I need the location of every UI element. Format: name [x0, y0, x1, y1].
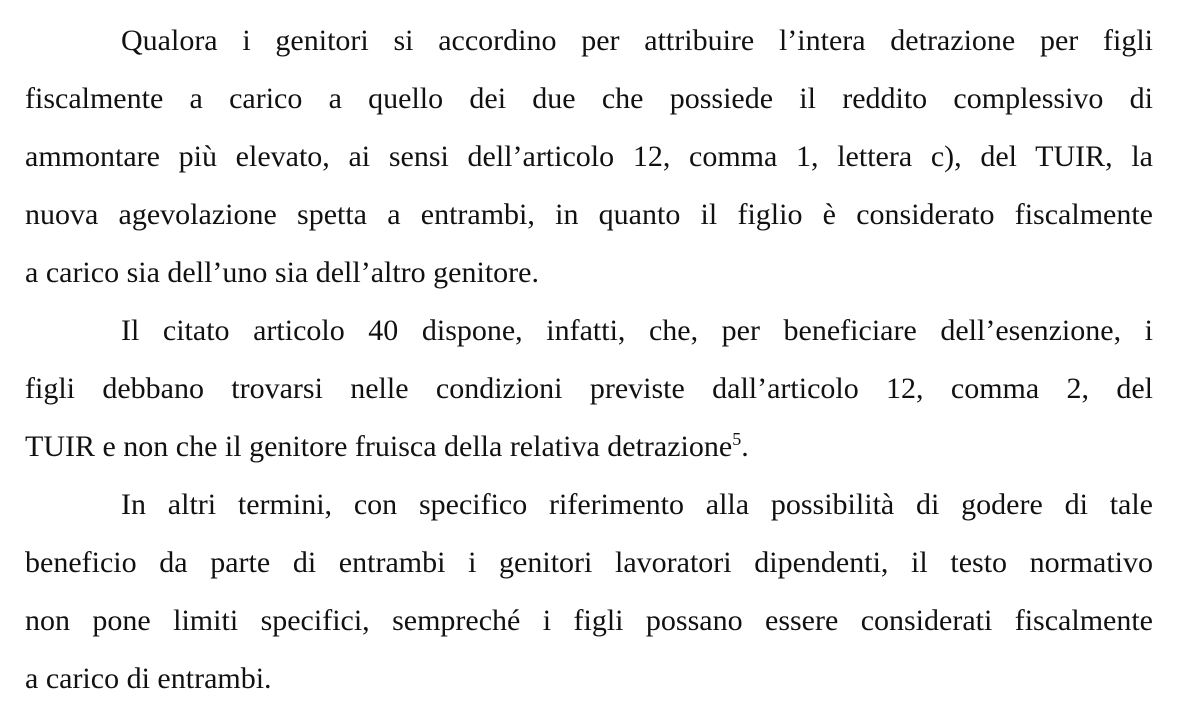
- text-line: a carico di entrambi.: [25, 662, 272, 695]
- text-line: Qualora i genitori si accordino per attribuire l’intera detrazione per figli: [121, 24, 1153, 57]
- text-line: In altri termini, con specifico riferimento alla possibilità di godere di tale: [121, 488, 1153, 521]
- paragraph-2: [25, 302, 1153, 476]
- text-line: ammontare più elevato, ai sensi dell’articolo 12, comma 1, lettera c), del TUIR, la: [25, 140, 1153, 173]
- paragraph-1: [25, 12, 1153, 302]
- text-line-trailing: .: [741, 430, 749, 463]
- text-line-text: TUIR e non che il genitore fruisca della relativa detrazione: [25, 430, 733, 463]
- text-line: Il citato articolo 40 dispone, infatti, che, per beneficiare dell’esenzione, i: [121, 314, 1153, 347]
- text-line: figli debbano trovarsi nelle condizioni previste dall’articolo 12, comma 2, del: [25, 372, 1153, 405]
- document-page: [25, 12, 1153, 708]
- paragraph-3: [25, 476, 1153, 708]
- footnote-reference[interactable]: 5: [732, 429, 742, 449]
- text-line: nuova agevolazione spetta a entrambi, in quanto il figlio è considerato fiscalmente: [25, 198, 1153, 231]
- text-line: non pone limiti specifici, sempreché i figli possano essere considerati fiscalmente: [25, 604, 1153, 637]
- text-line: fiscalmente a carico a quello dei due che possiede il reddito complessivo di: [25, 82, 1153, 115]
- text-line-with-footnote: [25, 418, 1153, 476]
- text-line: a carico sia dell’uno sia dell’altro genitore.: [25, 256, 539, 289]
- text-line: beneficio da parte di entrambi i genitori lavoratori dipendenti, il testo normativo: [25, 546, 1153, 579]
